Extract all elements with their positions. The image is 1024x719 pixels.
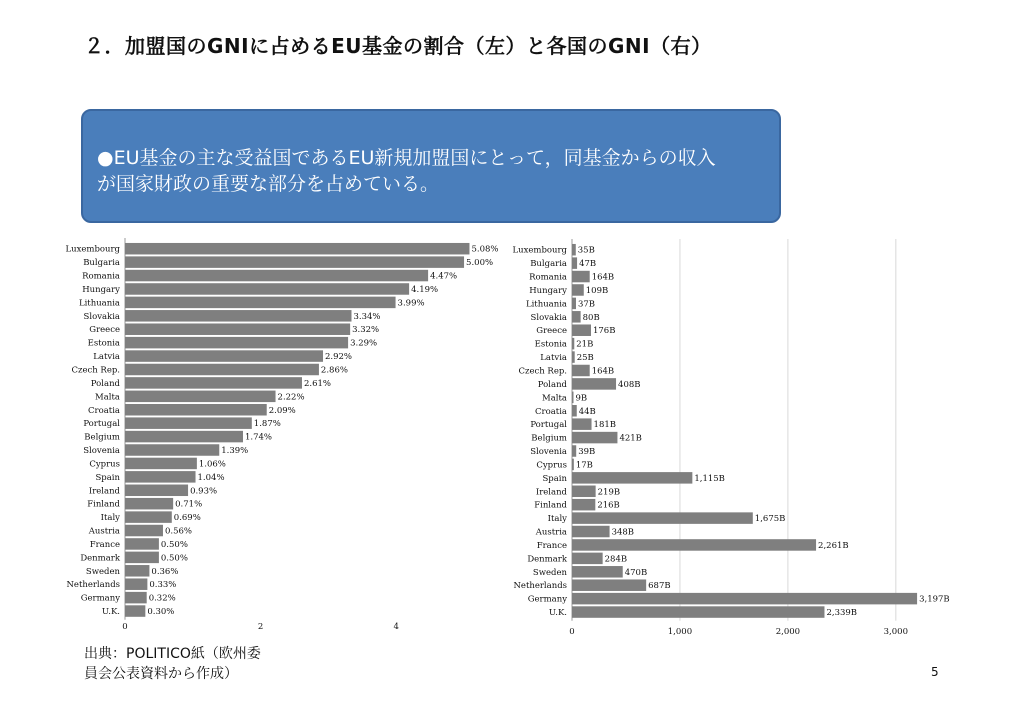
value-label-malta: 2.22% — [277, 392, 305, 403]
category-label-sweden: Sweden — [532, 567, 567, 578]
bar-sweden — [572, 566, 623, 578]
category-label-latvia: Latvia — [540, 353, 567, 364]
category-label-estonia: Estonia — [534, 339, 567, 350]
category-label-austria: Austria — [88, 526, 120, 537]
category-label-denmark: Denmark — [527, 554, 567, 565]
category-label-latvia: Latvia — [93, 352, 120, 363]
value-label-poland: 408B — [618, 379, 641, 390]
value-label-croatia: 2.09% — [268, 405, 296, 416]
source-line-1: 出典：POLITICO紙（欧州委 — [84, 646, 261, 662]
bar-netherlands — [572, 579, 646, 591]
source-line-2: 員会公表資料から作成） — [84, 666, 238, 682]
category-label-italy: Italy — [547, 514, 567, 525]
value-label-france: 0.50% — [160, 539, 188, 550]
bar-spain — [572, 472, 692, 484]
value-label-slovakia: 3.34% — [353, 311, 381, 322]
category-label-u-k: U.K. — [101, 607, 120, 618]
value-label-portugal: 181B — [593, 420, 617, 431]
value-label-germany: 0.32% — [148, 593, 176, 604]
x-tick-label: 2 — [257, 622, 264, 632]
category-label-spain: Spain — [542, 473, 567, 484]
value-label-slovakia: 80B — [582, 312, 600, 323]
category-label-croatia: Croatia — [535, 406, 567, 417]
category-label-germany: Germany — [527, 594, 567, 605]
value-label-denmark: 0.50% — [160, 553, 188, 564]
value-label-greece: 176B — [592, 326, 616, 337]
bar-denmark — [572, 553, 603, 565]
value-label-spain: 1,115B — [694, 473, 725, 484]
category-label-hungary: Hungary — [82, 284, 120, 295]
category-label-luxembourg: Luxembourg — [512, 245, 567, 256]
page-number: 5 — [931, 665, 939, 679]
category-label-luxembourg: Luxembourg — [65, 244, 120, 255]
value-label-u-k: 0.30% — [147, 607, 175, 618]
callout-line-2: が国家財政の重要な部分を占めている。 — [97, 173, 440, 195]
category-label-cyprus: Cyprus — [536, 460, 567, 471]
category-label-belgium: Belgium — [84, 432, 120, 443]
category-label-estonia: Estonia — [87, 338, 120, 349]
category-label-spain: Spain — [95, 472, 120, 483]
category-label-poland: Poland — [90, 378, 120, 389]
category-label-lithuania: Lithuania — [78, 298, 120, 309]
category-label-netherlands: Netherlands — [66, 580, 120, 591]
category-label-netherlands: Netherlands — [513, 581, 567, 592]
value-label-ireland: 0.93% — [190, 486, 218, 497]
value-label-estonia: 3.29% — [350, 338, 378, 349]
bar-finland — [572, 499, 595, 511]
bar-slovenia — [572, 445, 576, 457]
bar-italy — [572, 512, 753, 524]
category-label-croatia: Croatia — [88, 405, 120, 416]
category-label-slovenia: Slovenia — [83, 446, 120, 457]
bar-luxembourg — [572, 244, 576, 256]
value-label-austria: 348B — [611, 527, 635, 538]
value-label-finland: 0.71% — [175, 499, 203, 510]
category-label-finland: Finland — [87, 499, 120, 510]
value-label-slovenia: 39B — [578, 447, 596, 458]
category-label-lithuania: Lithuania — [525, 299, 567, 310]
category-label-malta: Malta — [95, 392, 120, 403]
bar-ireland — [572, 486, 596, 498]
value-label-netherlands: 0.33% — [149, 580, 177, 591]
value-label-bulgaria: 5.00% — [466, 258, 494, 269]
bar-lithuania — [572, 298, 576, 310]
category-label-france: France — [536, 540, 567, 551]
category-label-poland: Poland — [537, 379, 567, 390]
category-label-slovakia: Slovakia — [83, 311, 120, 322]
category-label-austria: Austria — [535, 527, 567, 538]
bar-romania — [572, 271, 590, 283]
category-label-slovakia: Slovakia — [530, 312, 567, 323]
value-label-hungary: 109B — [585, 285, 609, 296]
category-label-romania: Romania — [529, 272, 567, 283]
category-label-finland: Finland — [534, 500, 567, 511]
category-label-malta: Malta — [542, 393, 567, 404]
category-label-slovenia: Slovenia — [530, 447, 567, 458]
value-label-greece: 3.32% — [352, 325, 380, 336]
value-label-bulgaria: 47B — [579, 259, 597, 270]
value-label-portugal: 1.87% — [253, 419, 281, 430]
value-label-latvia: 25B — [576, 353, 594, 364]
value-label-italy: 1,675B — [754, 514, 786, 525]
bar-czech-rep — [572, 365, 590, 377]
value-label-luxembourg: 35B — [577, 245, 595, 256]
bar-france — [572, 539, 816, 551]
category-label-france: France — [89, 539, 120, 550]
category-label-ireland: Ireland — [88, 486, 120, 497]
value-label-denmark: 284B — [604, 554, 628, 565]
category-label-greece: Greece — [89, 325, 120, 336]
bar-croatia — [572, 405, 577, 417]
bar-portugal — [572, 418, 592, 430]
bar-estonia — [572, 338, 574, 350]
bar-poland — [572, 378, 616, 390]
value-label-czech-rep: 164B — [591, 366, 615, 377]
value-label-spain: 1.04% — [197, 472, 225, 483]
bar-greece — [572, 324, 591, 336]
bar-cyprus — [572, 459, 574, 471]
category-label-hungary: Hungary — [529, 285, 567, 296]
value-label-romania: 164B — [591, 272, 615, 283]
category-label-czech-rep: Czech Rep. — [71, 365, 120, 376]
value-label-slovenia: 1.39% — [221, 446, 249, 457]
value-label-hungary: 4.19% — [411, 284, 439, 295]
bar-u-k — [572, 606, 824, 618]
x-tick-label: 1,000 — [667, 627, 693, 637]
x-tick-label: 3,000 — [883, 627, 908, 637]
x-tick-label: 0 — [569, 627, 575, 637]
value-label-estonia: 21B — [576, 339, 594, 350]
value-label-sweden: 0.36% — [151, 566, 179, 577]
bar-germany — [572, 593, 917, 605]
category-label-bulgaria: Bulgaria — [83, 258, 120, 269]
value-label-latvia: 2.92% — [325, 352, 353, 363]
category-label-cyprus: Cyprus — [89, 459, 120, 470]
value-label-u-k: 2,339B — [826, 608, 858, 619]
value-label-finland: 216B — [597, 500, 620, 511]
value-label-belgium: 1.74% — [244, 432, 273, 443]
value-label-netherlands: 687B — [648, 581, 671, 592]
category-label-czech-rep: Czech Rep. — [518, 366, 567, 377]
value-label-czech-rep: 2.86% — [320, 365, 348, 376]
value-label-lithuania: 37B — [577, 299, 596, 310]
x-tick-label: 4 — [393, 622, 399, 632]
page-title: ２．加盟国のGNIに占めるEU基金の割合（左）と各国のGNI（右） — [84, 34, 712, 58]
bar-bulgaria — [572, 257, 577, 269]
value-label-ireland: 219B — [597, 487, 621, 498]
value-label-france: 2,261B — [818, 540, 849, 551]
bar-malta — [572, 392, 574, 404]
value-label-croatia: 44B — [578, 406, 596, 417]
value-label-italy: 0.69% — [173, 513, 201, 524]
category-label-portugal: Portugal — [83, 419, 120, 430]
category-label-ireland: Ireland — [535, 487, 567, 498]
category-label-greece: Greece — [536, 326, 567, 337]
value-label-cyprus: 17B — [575, 460, 593, 471]
value-label-cyprus: 1.06% — [198, 459, 226, 470]
value-label-luxembourg: 5.08% — [471, 244, 499, 255]
bar-slovakia — [572, 311, 581, 323]
callout-line-1: ●EU基金の主な受益国であるEU新規加盟国にとって，同基金からの収入 — [97, 147, 716, 169]
category-label-portugal: Portugal — [530, 420, 567, 431]
source-note — [84, 644, 261, 684]
bar-hungary — [572, 284, 584, 296]
value-label-austria: 0.56% — [164, 526, 192, 537]
value-label-germany: 3,197B — [919, 594, 950, 605]
category-label-bulgaria: Bulgaria — [530, 259, 567, 270]
category-label-italy: Italy — [100, 513, 120, 524]
value-label-romania: 4.47% — [430, 271, 458, 282]
bar-belgium — [572, 432, 617, 444]
x-tick-label: 2,000 — [775, 627, 801, 637]
category-label-belgium: Belgium — [531, 433, 567, 444]
value-label-sweden: 470B — [624, 567, 648, 578]
category-label-sweden: Sweden — [85, 566, 120, 577]
value-label-lithuania: 3.99% — [397, 298, 425, 309]
category-label-germany: Germany — [80, 593, 120, 604]
value-label-belgium: 421B — [619, 433, 642, 444]
category-label-u-k: U.K. — [548, 608, 567, 619]
value-label-malta: 9B — [575, 393, 588, 404]
category-label-romania: Romania — [82, 271, 120, 282]
bar-austria — [572, 526, 610, 538]
category-label-denmark: Denmark — [80, 553, 120, 564]
x-tick-label: 0 — [122, 622, 128, 632]
bar-latvia — [572, 351, 575, 363]
value-label-poland: 2.61% — [303, 378, 331, 389]
